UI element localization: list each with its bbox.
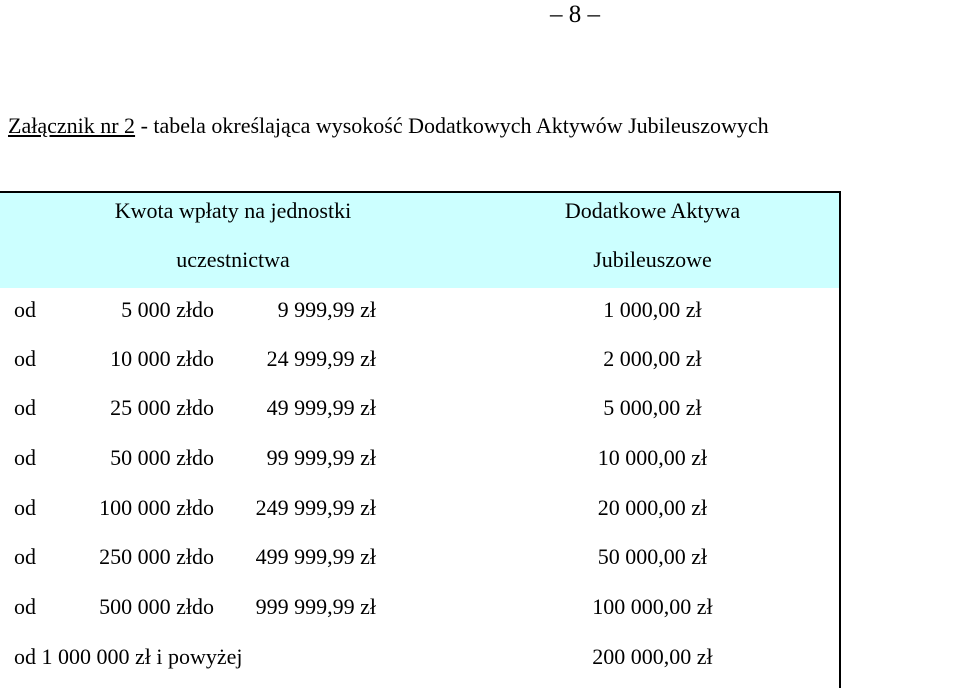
row-amount: 2 000,00 zł [603, 346, 702, 371]
row-do: do [192, 346, 214, 371]
row-do: do [192, 495, 214, 520]
row-amount: 100 000,00 zł [592, 594, 713, 619]
table-row [0, 592, 839, 642]
row-to: 249 999,99 zł [255, 495, 376, 520]
row-to: 99 999,99 zł [266, 445, 376, 470]
row-amount: 20 000,00 zł [597, 495, 708, 520]
header-left-line-1: Kwota wpłaty na jednostki [114, 198, 352, 223]
row-od: od [14, 495, 36, 520]
table-row [0, 493, 839, 543]
row-amount: 1 000,00 zł [603, 297, 702, 322]
table-row [0, 344, 839, 394]
row-to: 499 999,99 zł [255, 544, 376, 569]
row-od: od [14, 297, 36, 322]
row-to: 9 999,99 zł [277, 297, 376, 322]
heading-text: - tabela określająca wysokość Dodatkowych Aktywów Jubileuszowych [135, 113, 769, 138]
bonus-assets-table [0, 191, 841, 688]
row-from: 10 000 zł [110, 346, 192, 371]
row-od: od [14, 594, 36, 619]
table-row-last [0, 642, 839, 689]
row-do: do [192, 297, 214, 322]
page-number: – 8 – [550, 1, 600, 28]
row-threshold-text: od 1 000 000 zł i powyżej [14, 644, 243, 669]
header-left-line-2: uczestnictwa [176, 247, 290, 272]
table-row [0, 542, 839, 592]
row-from: 100 000 zł [99, 495, 192, 520]
header-bonus-assets [466, 193, 839, 288]
row-od: od [14, 395, 36, 420]
row-do: do [192, 395, 214, 420]
row-to: 49 999,99 zł [266, 395, 376, 420]
row-to: 999 999,99 zł [255, 594, 376, 619]
row-from: 250 000 zł [99, 544, 192, 569]
row-to: 24 999,99 zł [266, 346, 376, 371]
row-od: od [14, 346, 36, 371]
row-from: 5 000 zł [121, 297, 192, 322]
row-amount: 10 000,00 zł [597, 445, 708, 470]
row-do: do [192, 445, 214, 470]
row-od: od [14, 544, 36, 569]
row-do: do [192, 594, 214, 619]
row-from: 50 000 zł [110, 445, 192, 470]
header-payment-amount [0, 193, 466, 288]
row-amount: 5 000,00 zł [603, 395, 702, 420]
row-from: 25 000 zł [110, 395, 192, 420]
row-od: od [14, 445, 36, 470]
table-row [0, 295, 839, 345]
table-header-row [0, 193, 839, 288]
document-heading [8, 111, 769, 141]
row-amount: 200 000,00 zł [592, 644, 713, 669]
row-from: 500 000 zł [99, 594, 192, 619]
table-row [0, 443, 839, 493]
row-do: do [192, 544, 214, 569]
row-amount: 50 000,00 zł [597, 544, 708, 569]
attachment-link[interactable]: Załącznik nr 2 [8, 113, 136, 138]
table-row [0, 393, 839, 443]
header-right-line-1: Dodatkowe Aktywa [564, 198, 741, 223]
header-right-line-2: Jubileuszowe [593, 247, 712, 272]
